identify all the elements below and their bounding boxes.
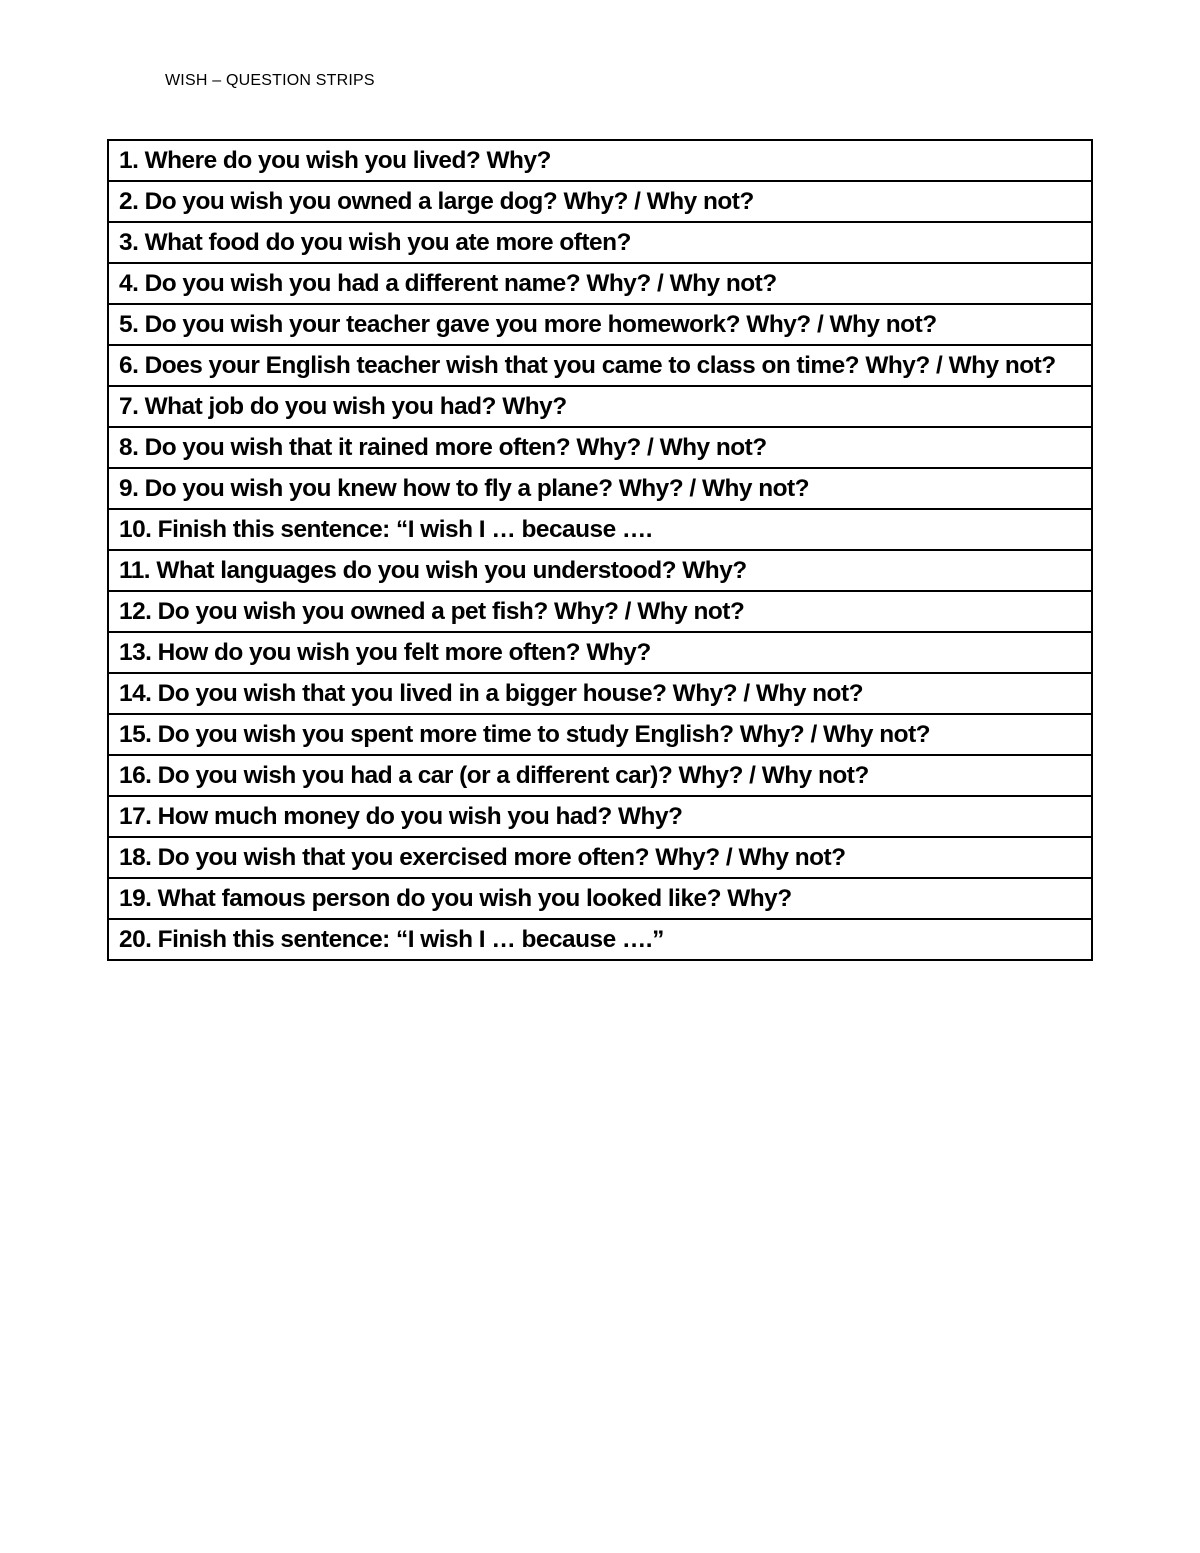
question-text: 6. Does your English teacher wish that you came to class on time? Why? / Why not? — [108, 345, 1092, 386]
question-strips-table — [107, 139, 1093, 961]
question-strip — [108, 509, 1092, 550]
question-strip — [108, 837, 1092, 878]
question-strip — [108, 140, 1092, 181]
question-text: 13. How do you wish you felt more often? Why? — [108, 632, 1092, 673]
document-title: WISH – QUESTION STRIPS — [165, 72, 375, 89]
question-text: 11. What languages do you wish you understood? Why? — [108, 550, 1092, 591]
question-text: 4. Do you wish you had a different name? Why? / Why not? — [108, 263, 1092, 304]
question-strip — [108, 673, 1092, 714]
question-text: 2. Do you wish you owned a large dog? Why? / Why not? — [108, 181, 1092, 222]
question-strip — [108, 632, 1092, 673]
question-strip — [108, 386, 1092, 427]
question-strip — [108, 591, 1092, 632]
question-text: 15. Do you wish you spent more time to study English? Why? / Why not? — [108, 714, 1092, 755]
question-text: 7. What job do you wish you had? Why? — [108, 386, 1092, 427]
question-text: 10. Finish this sentence: “I wish I … because …. — [108, 509, 1092, 550]
question-strip — [108, 263, 1092, 304]
question-strip — [108, 878, 1092, 919]
question-text: 8. Do you wish that it rained more often? Why? / Why not? — [108, 427, 1092, 468]
question-strip — [108, 714, 1092, 755]
question-strip — [108, 345, 1092, 386]
question-strip — [108, 550, 1092, 591]
question-strip — [108, 755, 1092, 796]
question-text: 9. Do you wish you knew how to fly a plane? Why? / Why not? — [108, 468, 1092, 509]
question-text: 12. Do you wish you owned a pet fish? Why? / Why not? — [108, 591, 1092, 632]
question-strip — [108, 181, 1092, 222]
question-strip — [108, 468, 1092, 509]
question-text: 18. Do you wish that you exercised more often? Why? / Why not? — [108, 837, 1092, 878]
question-text: 5. Do you wish your teacher gave you more homework? Why? / Why not? — [108, 304, 1092, 345]
question-strip — [108, 222, 1092, 263]
question-text: 14. Do you wish that you lived in a bigger house? Why? / Why not? — [108, 673, 1092, 714]
question-strip — [108, 796, 1092, 837]
question-strip — [108, 919, 1092, 960]
question-text: 1. Where do you wish you lived? Why? — [108, 140, 1092, 181]
question-text: 19. What famous person do you wish you looked like? Why? — [108, 878, 1092, 919]
question-strip — [108, 304, 1092, 345]
question-strip — [108, 427, 1092, 468]
question-text: 17. How much money do you wish you had? Why? — [108, 796, 1092, 837]
question-text: 3. What food do you wish you ate more often? — [108, 222, 1092, 263]
question-text: 20. Finish this sentence: “I wish I … because ….” — [108, 919, 1092, 960]
question-text: 16. Do you wish you had a car (or a different car)? Why? / Why not? — [108, 755, 1092, 796]
